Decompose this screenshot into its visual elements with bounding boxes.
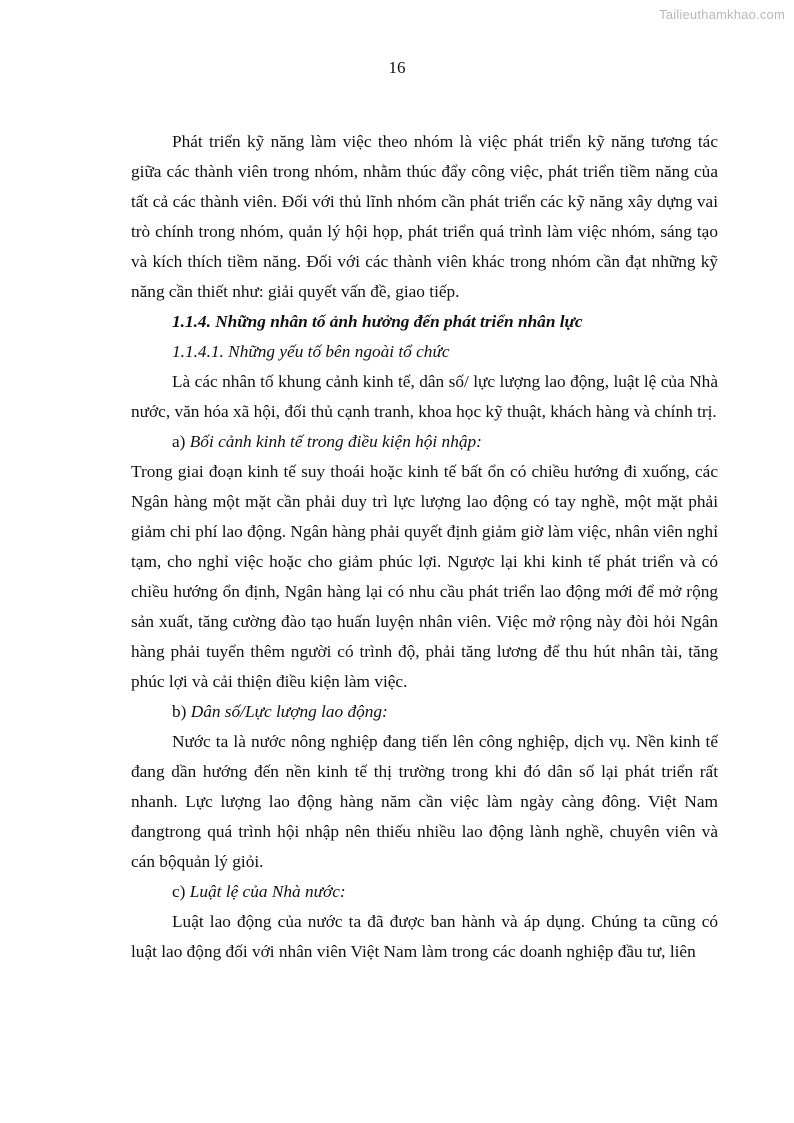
list-item-c-title: Luật lệ của Nhà nước: [189, 882, 346, 901]
list-item-b-prefix: b) [172, 702, 191, 721]
list-item-b-heading [131, 697, 718, 727]
list-item-a-prefix: a) [172, 432, 190, 451]
list-item-b-title: Dân số/Lực lượng lao động: [190, 702, 388, 721]
paragraph-population-labor: Nước ta là nước nông nghiệp đang tiến lên công nghiệp, dịch vụ. Nền kinh tế đang dần hướng đến nền kinh tế thị trường trong khi đó dân số lại phát triển rất nhanh. Lực lượng lao động hàng năm cần việc làm ngày càng đông. Việt Nam đangtrong quá trình hội nhập nên thiếu nhiều lao động lành nghề, chuyên viên và cán bộquản lý giỏi. [131, 732, 718, 871]
paragraph-external-factors: Là các nhân tố khung cảnh kinh tế, dân số/ lực lượng lao động, luật lệ của Nhà nước, văn hóa xã hội, đối thủ cạnh tranh, khoa học kỹ thuật, khách hàng và chính trị. [131, 372, 718, 421]
watermark: Tailieuthamkhao.com [659, 7, 785, 22]
paragraph-state-law: Luật lao động của nước ta đã được ban hành và áp dụng. Chúng ta cũng có luật lao động đối với nhân viên Việt Nam làm trong các doanh nghiệp đầu tư, liên [131, 912, 718, 961]
list-item-a-title: Bối cảnh kinh tế trong điều kiện hội nhập: [189, 432, 482, 451]
subsection-heading-1-1-4-1: 1.1.4.1. Những yếu tố bên ngoài tổ chức [172, 342, 450, 361]
paragraph-teamwork-skills: Phát triển kỹ năng làm việc theo nhóm là việc phát triển kỹ năng tương tác giữa các thành viên trong nhóm, nhằm thúc đẩy công việc, phát triển tiềm năng của tất cả các thành viên. Đối với thủ lĩnh nhóm cần phát triển các kỹ năng xây dựng vai trò chính trong nhóm, quản lý hội họp, phát triển quá trình làm việc nhóm, sáng tạo và kích thích tiềm năng. Đối với các thành viên khác trong nhóm cần đạt những kỹ năng cần thiết như: giải quyết vấn đề, giao tiếp. [131, 132, 718, 301]
document-body [131, 127, 718, 967]
paragraph-economic-context: Trong giai đoạn kinh tế suy thoái hoặc kinh tế bất ổn có chiều hướng đi xuống, các Ngân hàng một mặt cần phải duy trì lực lượng lao động có tay nghề, một mặt phải giảm chi phí lao động. Ngân hàng phải quyết định giảm giờ làm việc, nhân viên nghỉ tạm, cho nghỉ việc hoặc cho giảm phúc lợi. Ngược lại khi kinh tế phát triển và có chiều hướng ổn định, Ngân hàng lại có nhu cầu phát triển lao động mới để mở rộng sản xuất, tăng cường đào tạo huấn luyện nhân viên. Việc mở rộng này đòi hỏi Ngân hàng phải tuyển thêm người có trình độ, phải tăng lương để thu hút nhân tài, tăng phúc lợi và cải thiện điều kiện làm việc. [131, 462, 718, 691]
list-item-c-prefix: c) [172, 882, 190, 901]
list-item-a-heading [131, 427, 718, 457]
page-number: 16 [388, 58, 406, 77]
list-item-c-heading [131, 877, 718, 907]
section-heading-1-1-4: 1.1.4. Những nhân tố ảnh hưởng đến phát triển nhân lực [172, 312, 583, 331]
